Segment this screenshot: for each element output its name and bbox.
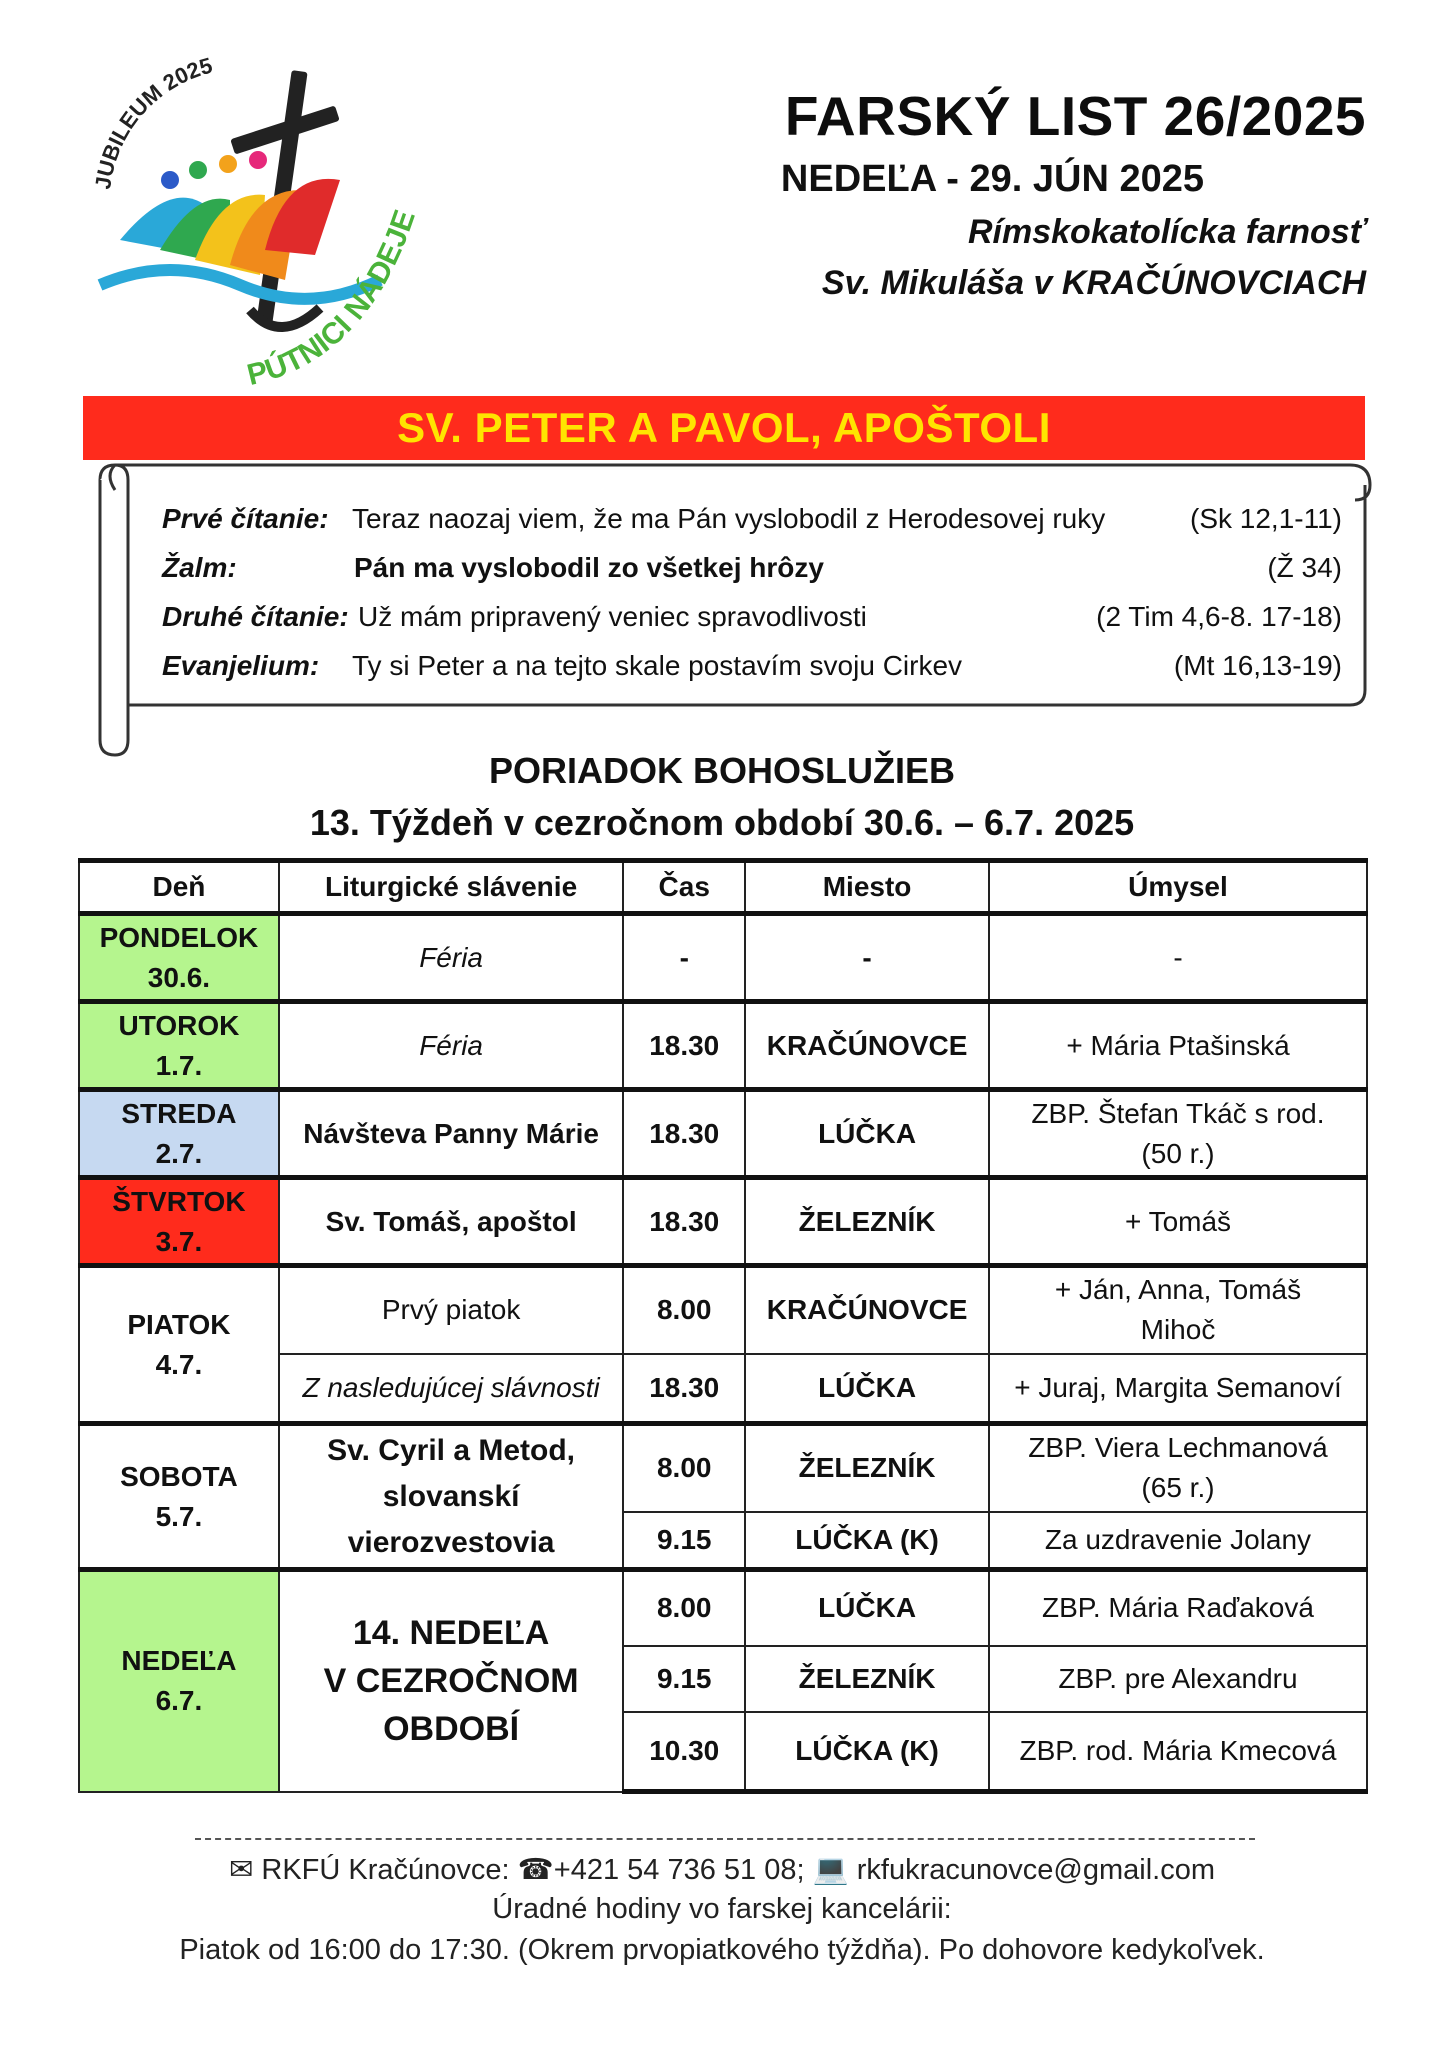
intention-cell [989,1424,1367,1512]
parish-name: Rímskokatolícka farnosť [968,213,1366,251]
day-cell [79,1178,279,1266]
feast-line: slovanskí [382,1479,520,1513]
col-header-time: Čas [623,861,745,914]
table-row-tuesday [79,1002,1367,1090]
place-cell: KRAČÚNOVCE [745,1266,989,1354]
day-cell [79,1090,279,1178]
intention-line: ZBP. Štefan Tkáč s rod. [1031,1097,1325,1129]
place-cell: LÚČKA [745,1354,989,1424]
reading-ref: (Sk 12,1-11) [1190,503,1342,534]
day-cell [79,1266,279,1424]
day-name: ŠTVRTOK [112,1185,246,1217]
schedule-table [78,858,1368,1794]
time-cell: - [623,914,745,1002]
place-cell: LÚČKA (K) [745,1512,989,1570]
intention-cell: ZBP. Mária Raďaková [989,1570,1367,1646]
feast-cell [279,1570,623,1792]
intention-cell: + Juraj, Margita Semanoví [989,1354,1367,1424]
reading-ref: (Ž 34) [1267,552,1342,583]
place-cell: KRAČÚNOVCE [745,1002,989,1090]
schedule-heading: PORIADOK BOHOSLUŽIEB [488,750,955,791]
reading-psalm [162,543,1342,592]
time-cell: 18.30 [623,1178,745,1266]
time-cell: 18.30 [623,1002,745,1090]
day-name: STREDA [121,1097,237,1129]
feast-line: 14. NEDEĽA [352,1614,550,1653]
reading-ref: (Mt 16,13-19) [1173,650,1342,681]
day-date: 2.7. [155,1137,203,1169]
time-cell: 18.30 [623,1354,745,1424]
intention-cell: + Mária Ptašinská [989,1002,1367,1090]
col-header-day: Deň [79,861,279,914]
table-row-monday [79,914,1367,1002]
intention-cell: ZBP. rod. Mária Kmecová [989,1712,1367,1792]
reading-text: Ty si Peter a na tejto skale postavím svoju Cirkev [352,650,963,681]
feast-cell: Prvý piatok [279,1266,623,1354]
table-row-sunday [79,1570,1367,1646]
day-name: PONDELOK [99,921,259,953]
intention-cell: + Tomáš [989,1178,1367,1266]
phone-number[interactable]: +421 54 736 51 08; [553,1854,805,1886]
place-cell: ŽELEZNÍK [745,1424,989,1512]
day-date: 3.7. [155,1225,203,1257]
place-cell: ŽELEZNÍK [745,1646,989,1712]
day-cell [79,1570,279,1792]
time-cell: 18.30 [623,1090,745,1178]
feast-line: vierozvestovia [347,1525,555,1559]
reading-label: Prvé čítanie: [162,503,329,534]
day-cell [79,1002,279,1090]
time-cell: 8.00 [623,1266,745,1354]
intention-line: ZBP. Viera Lechmanová [1028,1432,1328,1464]
place-cell: LÚČKA (K) [745,1712,989,1792]
table-row-saturday [79,1424,1367,1512]
intention-cell: ZBP. pre Alexandru [989,1646,1367,1712]
logo-arc-text: JUBILEUM 2025 [90,52,216,191]
logo-side-text: PÚTNICI NÁDEJE [243,205,422,393]
reading-text: Pán ma vyslobodil zo všetkej hrôzy [354,552,824,583]
time-cell: 9.15 [623,1512,745,1570]
feast-cell: Féria [279,1002,623,1090]
time-cell: 10.30 [623,1712,745,1792]
reading-first [162,494,1342,543]
feast-banner: SV. PETER A PAVOL, APOŠTOLI [83,396,1365,460]
place-cell: LÚČKA [745,1570,989,1646]
time-cell: 9.15 [623,1646,745,1712]
reading-text: Teraz naozaj viem, že ma Pán vyslobodil z Herodesovej ruky [352,503,1106,534]
day-cell [79,914,279,1002]
day-cell [79,1424,279,1570]
footer-contact [0,1852,1444,1887]
feast-line: V CEZROČNOM [323,1662,579,1701]
intention-cell [989,1090,1367,1178]
day-date: 1.7. [155,1049,203,1081]
parish-saint: Sv. Mikuláša v KRAČÚNOVCIACH [821,264,1366,302]
table-row-friday [79,1266,1367,1354]
place-cell: LÚČKA [745,1090,989,1178]
feast-cell [279,1424,623,1570]
phone-icon: ☎ [517,1854,554,1886]
intention-line: (50 r.) [1141,1137,1215,1169]
day-name: NEDEĽA [121,1645,237,1677]
bulletin-title: FARSKÝ LIST 26/2025 [784,85,1366,147]
intention-line: + Ján, Anna, Tomáš [1054,1274,1302,1306]
reading-gospel [162,641,1342,690]
office-name: RKFÚ Kračúnovce: [261,1854,510,1886]
reading-text: Už mám pripravený veniec spravodlivosti [358,601,867,632]
day-date: 5.7. [155,1500,203,1532]
email-link[interactable]: rkfukracunovce@gmail.com [856,1854,1215,1886]
office-hours: Piatok od 16:00 do 17:30. (Okrem prvopiatkového týždňa). Po dohovore kedykoľvek. [179,1934,1265,1966]
day-date: 6.7. [155,1685,203,1717]
time-cell: 8.00 [623,1570,745,1646]
bulletin-date: NEDEĽA - 29. JÚN 2025 [780,158,1204,200]
table-header-row [79,861,1367,914]
day-date: 4.7. [155,1348,203,1380]
intention-line: (65 r.) [1141,1472,1215,1504]
reading-label: Evanjelium: [162,650,320,681]
place-cell: - [745,914,989,1002]
feast-cell: Féria [279,914,623,1002]
office-hours-title: Úradné hodiny vo farskej kancelárii: [492,1893,952,1925]
time-cell: 8.00 [623,1424,745,1512]
pilgrims-icon [100,151,380,299]
feast-line: OBDOBÍ [383,1710,520,1749]
col-header-place: Miesto [745,861,989,914]
table-row-thursday [79,1178,1367,1266]
reading-label: Žalm: [162,552,237,583]
computer-icon: 💻 [812,1854,849,1886]
reading-ref: (2 Tim 4,6-8. 17-18) [1096,601,1342,632]
feast-cell: Z nasledujúcej slávnosti [279,1354,623,1424]
reading-label: Druhé čítanie: [162,601,349,632]
day-name: SOBOTA [120,1460,238,1492]
intention-cell: Za uzdravenie Jolany [989,1512,1367,1570]
col-header-intention: Úmysel [989,861,1367,914]
intention-cell [989,1266,1367,1354]
letter-icon: ✉ [229,1854,254,1886]
feast-cell: Sv. Tomáš, apoštol [279,1178,623,1266]
day-name: UTOROK [118,1009,240,1041]
day-date: 30.6. [147,961,211,993]
feast-cell: Návšteva Panny Márie [279,1090,623,1178]
table-row-wednesday [79,1090,1367,1178]
intention-line: Mihoč [1140,1314,1216,1346]
readings-list [162,494,1342,690]
col-header-celebration: Liturgické slávenie [279,861,623,914]
feast-line: Sv. Cyril a Metod, [327,1433,576,1467]
place-cell: ŽELEZNÍK [745,1178,989,1266]
reading-second [162,592,1342,641]
schedule-week: 13. Týždeň v cezročnom období 30.6. – 6.7. 2025 [309,802,1135,843]
jubilee-logo [80,40,460,410]
day-name: PIATOK [127,1308,231,1340]
footer-divider [195,1838,1255,1840]
intention-cell: - [989,914,1367,1002]
